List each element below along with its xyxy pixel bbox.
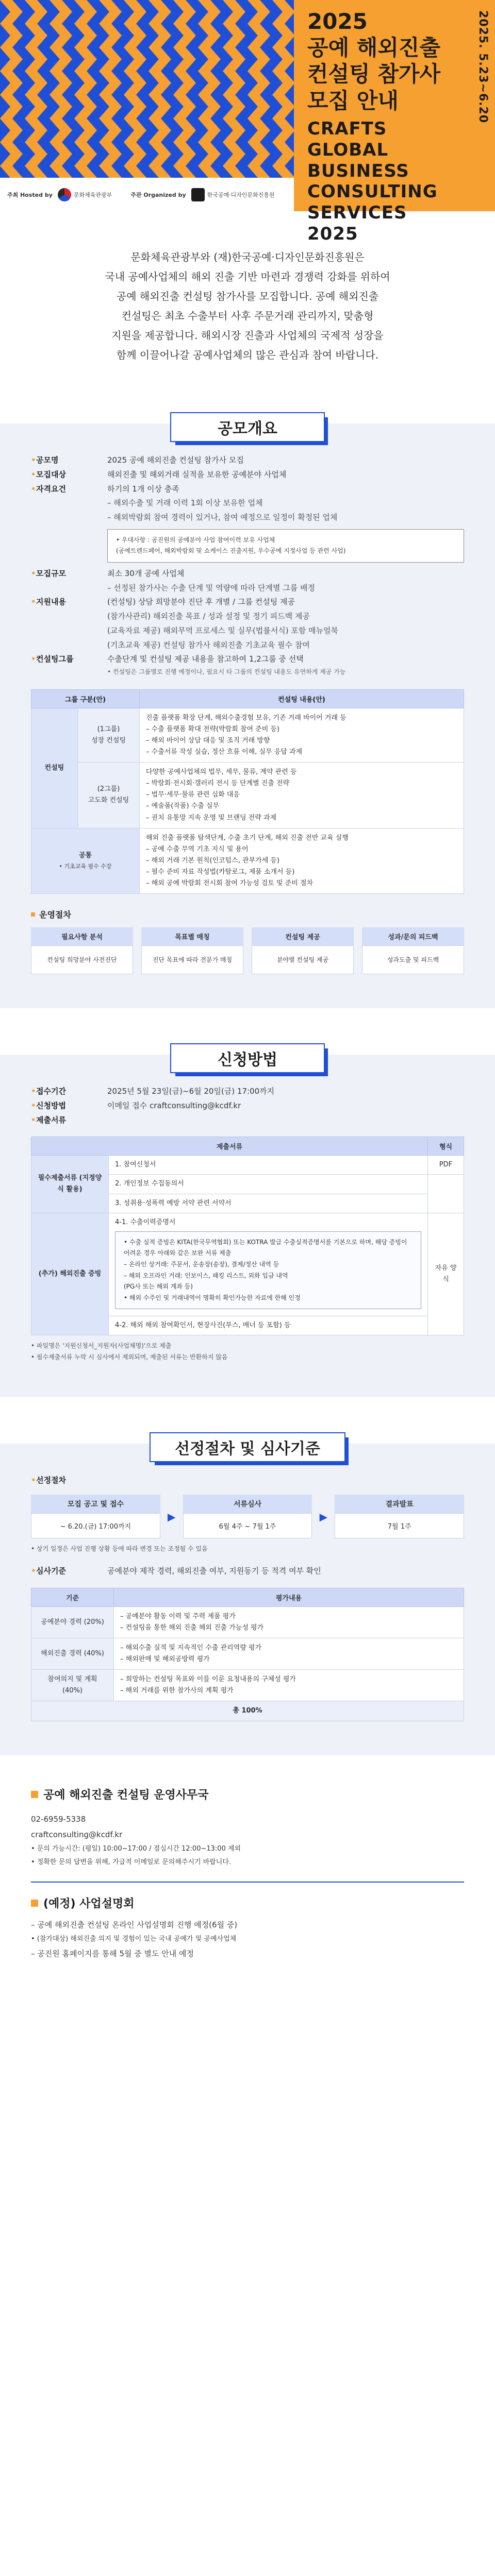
table-row xyxy=(31,708,464,762)
group-table xyxy=(31,689,464,894)
sub-line: – 선정된 참가사는 수출 단계 및 역량에 따라 단계별 그룹 배정 xyxy=(107,583,315,592)
kv-key: 제출서류 xyxy=(36,1115,66,1125)
ministry-logo-icon xyxy=(58,188,71,201)
table-row xyxy=(31,1213,464,1316)
intro-line: 지원을 제공합니다. 해외시장 진출과 사업체의 국제적 성장을 xyxy=(111,329,384,342)
hero-title-line: 모집 안내 xyxy=(307,88,399,113)
table-row xyxy=(31,1156,464,1175)
cell-line: – 수출 플랫폼 확대 전략(박람회 참여 준비 등) xyxy=(146,725,280,733)
contact-details xyxy=(31,1811,464,1869)
hero-title-line: 공예 해외진출 xyxy=(307,35,441,61)
table-cell: (추가) 해외진출 증빙 xyxy=(31,1213,109,1335)
upcoming-details xyxy=(31,1917,464,1961)
hero-date: 2025. 5.23~6.20 xyxy=(476,10,489,124)
contact-section xyxy=(0,1755,495,1982)
flow-step xyxy=(362,927,464,974)
group-desc: • 기초교육 필수 수강 xyxy=(59,862,112,870)
group-name: (1그룹) xyxy=(97,725,120,733)
hero-hosts-bar xyxy=(0,178,294,211)
sub-line: (교육자료 제공) 해외무역 프로세스 및 실무(법률서식) 포함 매뉴얼북 xyxy=(107,625,339,635)
table-cell xyxy=(140,708,464,762)
hero-title-en-line: SERVICES 2025 xyxy=(307,202,407,244)
intro-line: 컨설팅은 최초 수출부터 사후 주문거래 관리까지, 맞춤형 xyxy=(121,310,374,322)
group-name: (2그룹) xyxy=(97,785,120,793)
table-cell: 4-2. 해외 해외 참여확인서, 현장사진(부스, 배너 등 포함) 등 xyxy=(109,1316,428,1335)
table-row xyxy=(31,762,464,828)
hero-title-line: 컨설팅 참가사 xyxy=(307,61,441,87)
kv-row: • 제출서류 xyxy=(31,1113,464,1128)
kv-key: 모집대상 xyxy=(36,469,66,479)
cell-line: • 수출 실적 증빙은 KITA(한국무역협회) 또는 KOTRA 발급 수출실적증명서를 기본으로 하며, 해당 증빙이 어려운 경우 아래와 같은 보완 서류 제출 xyxy=(124,1238,407,1257)
table-cell xyxy=(140,828,464,893)
cell-line: – 해외 거래를 위한 참가사의 계획 평가 xyxy=(120,1687,234,1695)
table-cell xyxy=(109,1213,428,1316)
hosted-label: 주최 Hosted by xyxy=(7,191,53,198)
table-header: 컨설팅 내용(안) xyxy=(140,689,464,708)
table-cell xyxy=(31,828,140,893)
kv-value: 하기의 1개 이상 충족 xyxy=(107,484,179,494)
cell-line: – 권치 유통망 지속 운영 및 브랜딩 전략 과제 xyxy=(146,814,277,822)
bullet-square-icon xyxy=(31,1900,38,1907)
apply-heading: 신청방법 xyxy=(170,1043,325,1073)
kv-key: 모집규모 xyxy=(36,568,66,578)
contact-title-text: 공예 해외진출 컨설팅 운영사무국 xyxy=(43,1789,209,1802)
flow-step xyxy=(252,927,354,974)
kv-row: • 컨설팅그룹 수출단계 및 컨설팅 제공 내용을 참고하여 1,2그룹 중 선택 xyxy=(31,652,464,667)
table-row xyxy=(31,1606,464,1638)
flow-step-title: 컨설팅 제공 xyxy=(252,927,354,945)
hero-title-korean xyxy=(307,8,452,114)
step-desc: ~ 6.20.(금) 17:00까지 xyxy=(31,1513,160,1538)
step-title: 서류심사 xyxy=(183,1495,312,1513)
cell-line: – 해외수출 실적 및 지속적인 수출 관리역량 평가 xyxy=(120,1643,262,1652)
table-cell xyxy=(428,1175,464,1213)
intro-line: 함께 이끌어나갈 공예사업체의 많은 관심과 참여 바랍니다. xyxy=(116,349,379,361)
step-desc: 6월 4주 ~ 7월 1주 xyxy=(183,1513,312,1538)
table-cell: 참여의지 및 계획 (40%) xyxy=(31,1670,114,1701)
table-cell: 2. 개인정보 수집동의서 xyxy=(109,1175,428,1194)
table-cell: 컨설팅 xyxy=(31,708,78,828)
cell-line: – 해외 오프라인 거래: 인보이스, 패킹 리스트, 외화 입금 내역 xyxy=(124,1272,288,1279)
note-line: (공예트렌드페어, 해외박람회 및 쇼케이스 진출지원, 우수공예 지정사업 등 관련 사업) xyxy=(116,547,346,555)
cell-line: – 해외 거래 기본 원칙(인코텀스, 관부가세 등) xyxy=(146,856,280,865)
kv-key: 공모명 xyxy=(36,455,59,465)
cell-line: (PG사 또는 해외 계좌 등) xyxy=(124,1283,193,1291)
overview-section xyxy=(0,420,495,1008)
upcoming-line: – 공진원 홈페이지를 통해 5월 중 별도 안내 예정 xyxy=(31,1949,194,1959)
kcdf-logo-icon xyxy=(191,188,205,201)
flow-step-desc: 컨설팅 희망분야 사전진단 xyxy=(31,945,133,974)
intro-line: 공예 해외진출 컨설팅 참가사를 모집합니다. 공예 해외진출 xyxy=(116,290,379,302)
organizer-logo xyxy=(191,188,275,201)
upcoming-title xyxy=(31,1895,464,1911)
table-cell: 총 100% xyxy=(31,1701,464,1721)
flow-step-desc: 성과도출 및 피드백 xyxy=(362,945,464,974)
bullet-square-icon xyxy=(31,1791,38,1798)
kv-key: 접수기간 xyxy=(36,1087,66,1096)
sub-title-text: 운영절차 xyxy=(39,910,71,920)
table-cell: 공예분야 경력 (20%) xyxy=(31,1606,114,1638)
cell-line: – 해외판매 및 해외공방력 평가 xyxy=(120,1655,210,1663)
organized-label: 주관 Organized by xyxy=(130,191,186,198)
flow-step-title: 필요사항 분석 xyxy=(31,927,133,945)
organizer-name: 한국공예·디자인문화진흥원 xyxy=(207,191,275,198)
group-desc: 고도화 컨설팅 xyxy=(88,796,129,805)
note-line: • 필수제출서류 누락 시 심사에서 제외되며, 제출된 서류는 반환하지 않음 xyxy=(31,1353,228,1361)
table-cell xyxy=(78,708,140,762)
group-desc: 성장 컨설팅 xyxy=(91,736,126,744)
kv-row: • 자격요건 하기의 1개 이상 충족 xyxy=(31,482,464,497)
table-cell: 필수제출서류 (지정양식 활용) xyxy=(31,1156,109,1213)
intro-line: 국내 공예사업체의 해외 진출 기반 마련과 경쟁력 강화를 위하여 xyxy=(105,270,390,283)
kv-value: 수출단계 및 컨설팅 제공 내용을 참고하여 1,2그룹 중 선택 xyxy=(107,654,304,664)
cell-line: – 해외 공예 박람회 전시회 참여 가능성 검토 및 준비 절차 xyxy=(146,879,314,887)
table-header: 기준 xyxy=(31,1588,114,1606)
group-name: 공통 xyxy=(78,852,92,860)
kv-row: • 모집대상 해외진출 및 해외거래 실적을 보유한 공예분야 사업체 xyxy=(31,468,464,482)
flow-step-desc: 분야별 컨설팅 제공 xyxy=(252,945,354,974)
kv-value: 최소 30개 공예 사업체 xyxy=(107,568,185,578)
kv-value: 해외진출 및 해외거래 실적을 보유한 공예분야 사업체 xyxy=(107,469,287,479)
cell-line: – 컨설팅을 통한 해외 진출 해외 진출 가능성 평가 xyxy=(120,1623,264,1632)
overview-heading: 공모개요 xyxy=(170,412,325,442)
upcoming-line: • (참가대상) 해외진출 의지 및 경험이 있는 국내 공예가 및 공예사업체 xyxy=(31,1935,237,1943)
cell-line: – 공예 수출 무역 기초 지식 및 용어 xyxy=(146,845,249,853)
hero-title-year: 2025 xyxy=(307,9,368,34)
kv-value: 공예분야 제작 경력, 해외진출 여부, 지원동기 등 적격 여부 확인 xyxy=(107,1566,321,1575)
selection-step xyxy=(31,1495,160,1538)
bullet-square-icon xyxy=(31,912,35,917)
preference-note-box xyxy=(107,529,464,563)
arrow-right-icon: ▶ xyxy=(319,1510,328,1523)
table-row xyxy=(31,1701,464,1721)
sub-line: (참가사관리) 해외진출 목표 / 성과 설정 및 정기 피드백 제공 xyxy=(107,612,310,621)
cell-line: 진출 플랫폼 확장 단계, 해외수출경험 보유, 기존 거래 바이어 거래 등 xyxy=(146,714,346,722)
note-line: • 파일명은 '지원신청서_지원자(사업체명)'으로 제출 xyxy=(31,1342,172,1350)
hero-title-en-line: BUSINESS xyxy=(307,160,409,181)
contact-guide: • 정확한 문의 답변을 위해, 가급적 이메일로 문의해주시기 바랍니다. xyxy=(31,1858,232,1867)
flow-step xyxy=(141,927,243,974)
operation-flow xyxy=(31,927,464,974)
table-cell xyxy=(114,1606,464,1638)
kv-row: • 지원내용 (컨설팅) 상담 희망분야 진단 후 개별 / 그룹 컨설팅 제공 xyxy=(31,595,464,609)
step-title: 결과발표 xyxy=(335,1495,464,1513)
hero-title-en-line: CRAFTS GLOBAL xyxy=(307,118,389,160)
selection-step xyxy=(335,1495,464,1538)
group-note: • 컨설팅은 그룹별로 진행 예정이나, 필요시 타 그룹의 컨설팅 내용도 유연하게 제공 가능 xyxy=(107,668,346,676)
cell-line: – 수출서류 작성 실습, 정산 흐름 이해, 실무 응답 과제 xyxy=(146,748,303,756)
flow-step-title: 성과/문의 피드백 xyxy=(362,927,464,945)
upcoming-line: – 공예 해외진출 컨설팅 온라인 사업설명회 진행 예정(6월 중) xyxy=(31,1920,238,1930)
kv-value: 2025년 5월 23일(금)~6월 20일(금) 17:00까지 xyxy=(107,1087,275,1096)
table-cell: 해외진출 경력 (40%) xyxy=(31,1638,114,1669)
arrow-right-icon: ▶ xyxy=(167,1510,176,1523)
table-cell: PDF xyxy=(428,1156,464,1175)
operation-process-title xyxy=(31,908,464,920)
table-header: 평가내용 xyxy=(114,1588,464,1606)
kv-key: 신청방법 xyxy=(36,1100,66,1110)
hero-pattern xyxy=(0,0,294,178)
table-cell: 자유 양식 xyxy=(428,1213,464,1335)
flow-step-title: 목표별 매칭 xyxy=(141,927,243,945)
contact-email[interactable]: craftconsulting@kcdf.kr xyxy=(31,1830,123,1840)
export-proof-box xyxy=(115,1231,421,1310)
cell-line: 다양한 공예사업체의 법무, 세무, 물류, 계약 관련 등 xyxy=(146,768,297,776)
host-logo xyxy=(58,188,112,201)
step-desc: 7월 1주 xyxy=(335,1513,464,1538)
schedule-note: • 상기 일정은 사업 진행 상황 등에 따라 변경 또는 조정될 수 있음 xyxy=(31,1545,208,1553)
selection-section xyxy=(0,1439,495,1756)
hero-title-english xyxy=(307,118,462,245)
kv-value[interactable]: 이메일 접수 craftconsulting@kcdf.kr xyxy=(107,1100,241,1110)
evaluation-table xyxy=(31,1588,464,1722)
table-cell xyxy=(78,762,140,828)
selection-heading: 선정절차 및 심사기준 xyxy=(150,1432,345,1462)
kv-key: 지원내용 xyxy=(36,597,66,607)
kv-row: • 선정절차 xyxy=(31,1473,464,1488)
table-header: 제출서류 xyxy=(31,1137,428,1156)
table-header: 그룹 구분(안) xyxy=(31,689,140,708)
hero-title-en-line: CONSULTING xyxy=(307,181,438,202)
kv-key: 컨설팅그룹 xyxy=(36,654,74,664)
kv-key: 심사기준 xyxy=(36,1566,66,1575)
kv-row: • 심사기준 공예분야 제작 경력, 해외진출 여부, 지원동기 등 적격 여부 확인 xyxy=(31,1564,464,1579)
cell-line: 4-1. 수출이력증명서 xyxy=(115,1218,176,1226)
table-cell xyxy=(114,1670,464,1701)
apply-section xyxy=(0,1051,495,1397)
chevron-pattern-graphic xyxy=(0,0,294,178)
flow-step xyxy=(31,927,133,974)
kv-row: • 접수기간 2025년 5월 23일(금)~6월 20일(금) 17:00까지 xyxy=(31,1084,464,1099)
cell-line: • 해외 수주인 및 거래내역이 명확히 확인가능한 자료에 한해 인정 xyxy=(124,1294,301,1301)
sub-line: – 해외박람회 참여 경력이 있거나, 참여 예정으로 일정이 확정된 업체 xyxy=(107,513,338,522)
apply-notes xyxy=(31,1341,464,1363)
contact-title xyxy=(31,1786,464,1802)
kv-value: (컨설팅) 상담 희망분야 진단 후 개별 / 그룹 컨설팅 제공 xyxy=(107,597,295,607)
table-cell: 1. 참여신청서 xyxy=(109,1156,428,1175)
table-header: 형식 xyxy=(428,1137,464,1156)
contact-phone[interactable]: 02-6959-5338 xyxy=(31,1815,86,1824)
kv-value: 2025 공예 해외진출 컨설팅 참가사 모집 xyxy=(107,455,244,465)
hero-banner xyxy=(0,0,495,244)
sub-line: (기초교육 제공) 컨설팅 참가사 해외진출 기초교육 필수 참여 xyxy=(107,640,310,650)
intro-line: 문화체육관광부와 (재)한국공예·디자인문화진흥원은 xyxy=(130,251,365,263)
step-title: 모집 공고 및 접수 xyxy=(31,1495,160,1513)
kv-row: • 모집규모 최소 30개 공예 사업체 xyxy=(31,567,464,581)
divider xyxy=(31,1882,464,1883)
cell-line: – 필수 준비 자료 작성법(카탈로그, 제품 소개서 등) xyxy=(146,868,295,876)
selection-steps xyxy=(31,1495,464,1538)
note-line: • 우대사항 : 공진원의 공예분야 사업 참여이력 보유 사업체 xyxy=(116,536,275,544)
cell-line: – 해외 바이어 상담 대응 및 조직 거래 방향 xyxy=(146,736,270,744)
cell-line: – 공예분야 활동 이력 및 주력 제품 평가 xyxy=(120,1612,236,1620)
cell-line: – 박람회·전시회·갤러리 전시 등 단계별 진출 전략 xyxy=(146,779,290,788)
host-name: 문화체육관광부 xyxy=(73,191,112,198)
documents-table xyxy=(31,1137,464,1335)
flow-step-desc: 진단 목표에 따라 전문가 매칭 xyxy=(141,945,243,974)
kv-row: • 신청방법 이메일 접수 craftconsulting@kcdf.kr xyxy=(31,1099,464,1113)
kv-row: • 공모명 2025 공예 해외진출 컨설팅 참가사 모집 xyxy=(31,453,464,468)
kv-key: 자격요건 xyxy=(36,484,66,494)
cell-line: 해외 진출 플랫폼 탐색단계, 수출 초기 단계, 해외 진출 전반 교육 실행 xyxy=(146,834,349,842)
table-row xyxy=(31,1638,464,1669)
upcoming-title-text: (예정) 사업설명회 xyxy=(43,1897,135,1911)
sub-line: – 해외수출 및 거래 이력 1회 이상 보유한 업체 xyxy=(107,498,263,508)
cell-line: – 법무·세무·물류 관련 심화 대응 xyxy=(146,791,240,799)
table-row xyxy=(31,828,464,893)
cell-line: – 온라인 상거래: 주문서, 운송장(송장), 결제/정산 내역 등 xyxy=(124,1260,279,1268)
kv-key: 선정절차 xyxy=(36,1475,66,1485)
table-cell xyxy=(114,1638,464,1669)
contact-hours: • 문의 가능시간: (평일) 10:00~17:00 / 점심시간 12:00~13:00 제외 xyxy=(31,1845,241,1853)
cell-line: – 예술품(작품) 수출 실무 xyxy=(146,802,220,810)
cell-line: – 희망하는 컨설팅 목표와 이를 이룬 요청내용의 구체성 평가 xyxy=(120,1675,296,1684)
table-row xyxy=(31,1670,464,1701)
table-cell xyxy=(140,762,464,828)
table-cell: 3. 성취용·성폭력 예방 서약 관련 서약서 xyxy=(109,1194,428,1213)
selection-step xyxy=(183,1495,312,1538)
